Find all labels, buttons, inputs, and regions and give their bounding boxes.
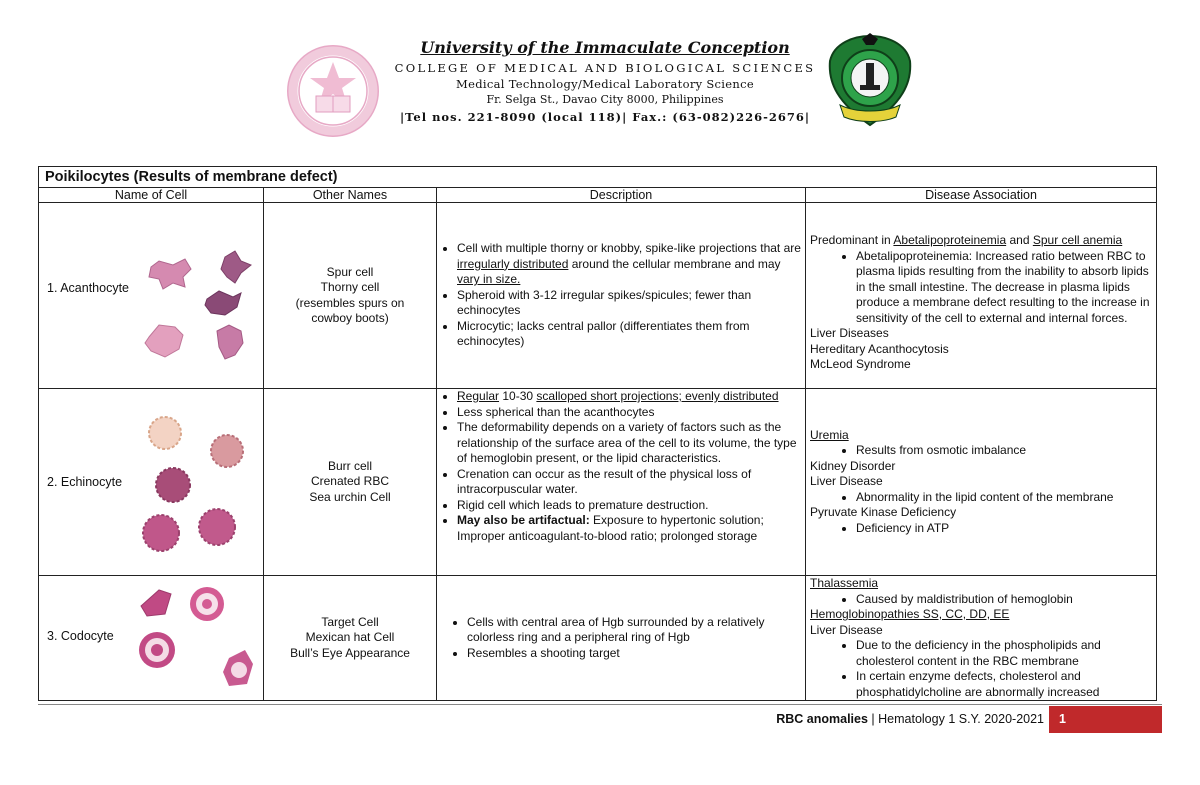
other-names-codocyte (264, 576, 437, 701)
text: Exposure to hypertonic solution; Improper anticoagulant-to-blood ratio; prolonged storage (457, 513, 764, 543)
list-item: • Caused by maldistribution of hemoglobin (856, 592, 1152, 608)
text: scalloped short projections; evenly distributed (536, 389, 779, 403)
disease-line: Kidney Disorder (810, 458, 896, 473)
list-item: • Cells with central area of Hgb surrounded by a relatively colorless ring and a peripheral ring of Hgb (467, 615, 801, 646)
list-item: • Deficiency in ATP (856, 521, 1152, 537)
list-item: • Abetalipoproteinemia: Increased ratio between RBC to plasma lipids resulting from the inability to absorb lipids in the small intestine. The decrease in plasma lipids produce a membrane defect resulting to the increase in sensitivity of the cell to external and internal forces. (856, 249, 1152, 327)
description-echinocyte (437, 389, 806, 576)
other-name: Crenated RBC (310, 474, 390, 489)
other-name: cowboy boots) (311, 311, 389, 325)
text: and (1006, 233, 1033, 247)
col-header-description: Description (437, 188, 806, 203)
address: Fr. Selga St., Davao City 8000, Philippines (486, 93, 724, 106)
footer-text: RBC anomalies | Hematology 1 S.Y. 2020-2021 (776, 712, 1044, 726)
text: Spur cell anemia (1032, 233, 1123, 247)
program-name: Medical Technology/Medical Laboratory Science (456, 77, 754, 91)
acanthocyte-image (139, 243, 259, 363)
list-item: • Crenation can occur as the result of the physical loss of intracorpuscular water. (457, 467, 801, 498)
other-name: Sea urchin Cell (309, 489, 391, 504)
text: Regular (457, 389, 500, 403)
list-item: • Results from osmotic imbalance (856, 443, 1152, 459)
list-item: • Microcytic; lacks central pallor (differentiates them from echinocytes) (457, 319, 801, 350)
list-item: • Due to the deficiency in the phospholipids and cholesterol content in the RBC membrane (856, 638, 1152, 669)
disease-line: Thalassemia (810, 576, 879, 590)
disease-acanthocyte (806, 203, 1157, 389)
disease-line: Hereditary Acanthocytosis (810, 341, 949, 356)
list-item (457, 513, 801, 544)
disease-line: Liver Diseases (810, 326, 889, 340)
table-row-codocyte (39, 576, 1157, 701)
list-item: • Spheroid with 3-12 irregular spikes/spicules; fewer than echinocytes (457, 288, 801, 319)
page-number: 1 (1059, 712, 1066, 726)
text: Abetalipoproteinemia (893, 233, 1007, 247)
other-name: Spur cell (326, 264, 374, 279)
disease-echinocyte (806, 389, 1157, 576)
list-item: • Rigid cell which leads to premature destruction. (457, 498, 801, 514)
cell-name-acanthocyte (39, 203, 264, 389)
disease-line: Hemoglobinopathies SS, CC, DD, EE (810, 607, 1010, 621)
medtech-department-logo (826, 33, 914, 128)
contact-numbers: |Tel nos. 221-8090 (local 118)| Fax.: (63-082)226-2676| (399, 110, 811, 124)
description-acanthocyte (437, 203, 806, 389)
other-names-echinocyte (264, 389, 437, 576)
university-name: University of the Immaculate Conception (420, 38, 790, 57)
disease-line: Pyruvate Kinase Deficiency (810, 505, 957, 520)
list-item (457, 241, 801, 288)
text: around the cellular membrane and may (568, 256, 781, 271)
text: Predominant in (810, 233, 894, 247)
disease-line: McLeod Syndrome (810, 357, 911, 371)
other-name: Bull’s Eye Appearance (290, 645, 410, 660)
disease-line: Liver Disease (810, 474, 883, 489)
table-title: Poikilocytes (Results of membrane defect) (39, 167, 1157, 188)
footer-divider (38, 704, 1162, 705)
list-item: • In certain enzyme defects, cholesterol and phosphatidylcholine are abnormally increased (856, 669, 1152, 700)
page-number-box (1049, 706, 1162, 733)
poikilocytes-table (38, 166, 1157, 701)
col-header-disease: Disease Association (806, 188, 1157, 203)
text: May also be artifactual: (457, 513, 590, 527)
text: 10-30 (499, 389, 537, 403)
other-name: Target Cell (321, 614, 379, 629)
codocyte-label: 3. Codocyte (47, 629, 114, 643)
list-item: • Abnormality in the lipid content of the membrane (856, 490, 1152, 506)
list-item (457, 389, 801, 405)
other-name: (resembles spurs on (295, 295, 405, 310)
col-header-name: Name of Cell (39, 188, 264, 203)
description-codocyte (437, 576, 806, 701)
disease-line: Liver Disease (810, 622, 883, 637)
echinocyte-label: 2. Echinocyte (47, 475, 123, 489)
disease-line (810, 233, 1152, 249)
table-row-echinocyte (39, 389, 1157, 576)
uic-seal-logo (286, 44, 380, 138)
letterhead (380, 38, 830, 126)
disease-line: Uremia (810, 427, 849, 442)
list-item: • Less spherical than the acanthocytes (457, 405, 801, 421)
footer-topic: RBC anomalies (776, 712, 868, 726)
echinocyte-image (139, 411, 259, 561)
col-header-other-names: Other Names (264, 188, 437, 203)
footer-course: Hematology 1 S.Y. 2020-2021 (878, 712, 1044, 726)
codocyte-image (135, 584, 259, 696)
other-name: Mexican hat Cell (305, 630, 395, 645)
acanthocyte-label: 1. Acanthocyte (47, 281, 130, 295)
college-name: COLLEGE OF MEDICAL AND BIOLOGICAL SCIENCES (394, 61, 816, 75)
list-item: • Resembles a shooting target (467, 646, 801, 662)
list-item: • The deformability depends on a variety of factors such as the relationship of the surface area of the cell to its volume, the type of hemoglobin present, or the lipid characteristics. (457, 420, 801, 467)
cell-name-echinocyte (39, 389, 264, 576)
table-row-acanthocyte (39, 203, 1157, 389)
text: irregularly distributed (457, 256, 569, 271)
other-name: Burr cell (327, 458, 372, 473)
disease-codocyte (806, 576, 1157, 701)
cell-name-codocyte (39, 576, 264, 701)
other-names-acanthocyte (264, 203, 437, 389)
text: Cell with multiple thorny or knobby, spike-like projections that are (457, 241, 801, 256)
text: vary in size. (457, 272, 521, 287)
other-name: Thorny cell (320, 280, 380, 294)
